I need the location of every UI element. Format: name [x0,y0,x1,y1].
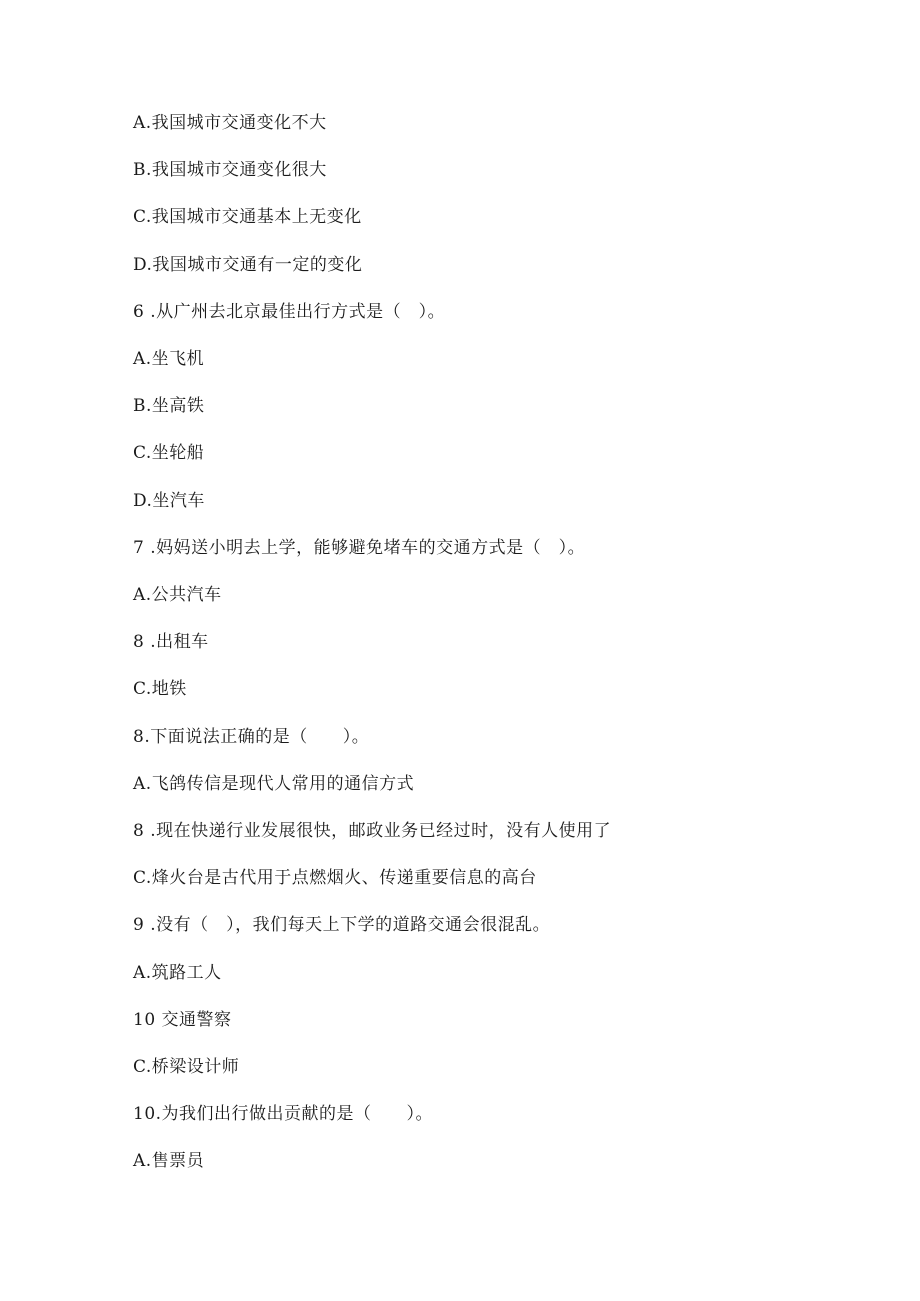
question-line: 10.为我们出行做出贡献的是（ ）。 [133,1104,434,1124]
option-line: 8 .出租车 [133,632,209,652]
option-line: A.售票员 [133,1151,205,1171]
option-line: B.我国城市交通变化很大 [133,160,327,180]
option-line: 8 .现在快递行业发展很快，邮政业务已经过时，没有人使用了 [133,821,612,841]
question-line: 7 .妈妈送小明去上学，能够避免堵车的交通方式是（ ）。 [133,538,586,558]
option-line: C.我国城市交通基本上无变化 [133,207,362,227]
question-line: 8.下面说法正确的是（ ）。 [133,727,370,747]
option-line: C.烽火台是古代用于点燃烟火、传递重要信息的高台 [133,868,537,888]
option-line: A.飞鸽传信是现代人常用的通信方式 [133,774,415,794]
option-line: C.桥梁设计师 [133,1057,240,1077]
option-line: A.筑路工人 [133,963,222,983]
option-line: C.地铁 [133,679,187,699]
option-line: 10 交通警察 [133,1010,232,1030]
option-line: A.我国城市交通变化不大 [133,113,327,133]
option-line: A.坐飞机 [133,349,205,369]
option-line: D.我国城市交通有一定的变化 [133,255,363,275]
option-line: C.坐轮船 [133,443,205,463]
question-line: 6 .从广州去北京最佳出行方式是（ ）。 [133,302,446,322]
option-line: B.坐高铁 [133,396,205,416]
option-line: D.坐汽车 [133,491,205,511]
question-line: 9 .没有（ ），我们每天上下学的道路交通会很混乱。 [133,915,551,935]
option-line: A.公共汽车 [133,585,222,605]
